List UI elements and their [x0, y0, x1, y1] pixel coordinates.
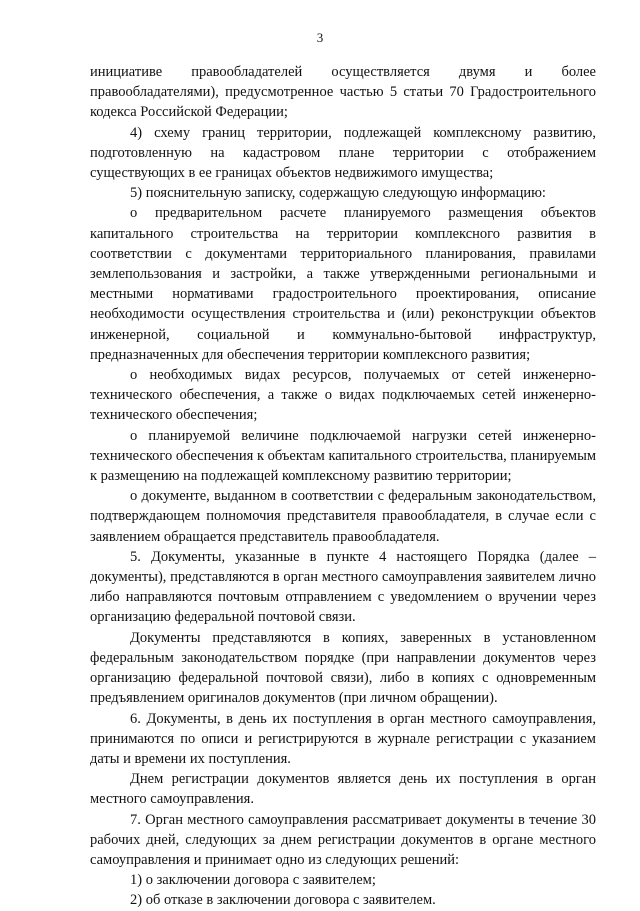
- paragraph-registration-day: Днем регистрации документов является день их поступления в орган местного самоуправления.: [90, 771, 596, 808]
- paragraph-note-connected-load: о планируемой величине подключаемой нагрузки сетей инженерно-технического обеспечения к объектам капитального строительства, планируемым к размещению на подлежащей комплексному развитию территории;: [90, 427, 596, 485]
- paragraph-decision-2: 2) об отказе в заключении договора с заявителем.: [130, 892, 436, 909]
- paragraph-clause-5: 5. Документы, указанные в пункте 4 настоящего Порядка (далее – документы), представляются в орган местного самоуправления заявителем лично либо направляются почтовым отправлением с уведомлением о вручении через организацию федеральной почтовой связи.: [90, 548, 596, 626]
- paragraph-note-preliminary-calculation: о предварительном расчете планируемого размещения объектов капитального строительства на территории комплексного развития в соответствии с документами территориального планирования, правилами землепользования и застройки, а также утвержденными региональными и местными нормативами градостроительного проектирования, описание необходимости осуществления строительства и (или) реконструкции объектов инженерной, социальной и коммунально-бытовой инфраструктур, предназначенных для обеспечения территории комплексного развития;: [90, 205, 596, 363]
- paragraph-copies: Документы представляются в копиях, заверенных в установленном федеральным законодательством порядке (при направлении документов через организацию федеральной почтовой связи), либо в копиях с одновременным предъявлением оригиналов документов (при личном обращении).: [90, 629, 596, 707]
- paragraph-clause-7: 7. Орган местного самоуправления рассматривает документы в течение 30 рабочих дней, следующих за днем регистрации документов в органе местного самоуправления и принимает одно из следующих решений:: [90, 811, 596, 868]
- paragraph-item-4-boundary-scheme: 4) схему границ территории, подлежащей комплексному развитию, подготовленную на кадастровом плане территории с отображением существующих в ее границах объектов недвижимого имущества;: [90, 124, 596, 182]
- document-body: [90, 62, 596, 911]
- paragraph-item-5-explanatory-note: 5) пояснительную записку, содержащую следующую информацию:: [130, 185, 546, 202]
- paragraph-note-authority-document: о документе, выданном в соответствии с федеральным законодательством, подтверждающем полномочия представителя правообладателя, в случае если с заявлением обращается представитель правообладателя.: [90, 488, 596, 545]
- paragraph-note-resources: о необходимых видах ресурсов, получаемых от сетей инженерно-технического обеспечения, а также о видах подключаемых сетей инженерно-технического обеспечения;: [90, 367, 596, 424]
- page-number: 3: [316, 30, 324, 45]
- paragraph-decision-1: 1) о заключении договора с заявителем;: [130, 872, 376, 889]
- paragraph-continuation: инициативе правообладателей осуществляется двумя и более правообладателями), предусмотренное частью 5 статьи 70 Градостроительного кодекса Российской Федерации;: [90, 64, 596, 121]
- paragraph-clause-6: 6. Документы, в день их поступления в орган местного самоуправления, принимаются по описи и регистрируются в журнале регистрации с указанием даты и времени их поступления.: [90, 710, 596, 767]
